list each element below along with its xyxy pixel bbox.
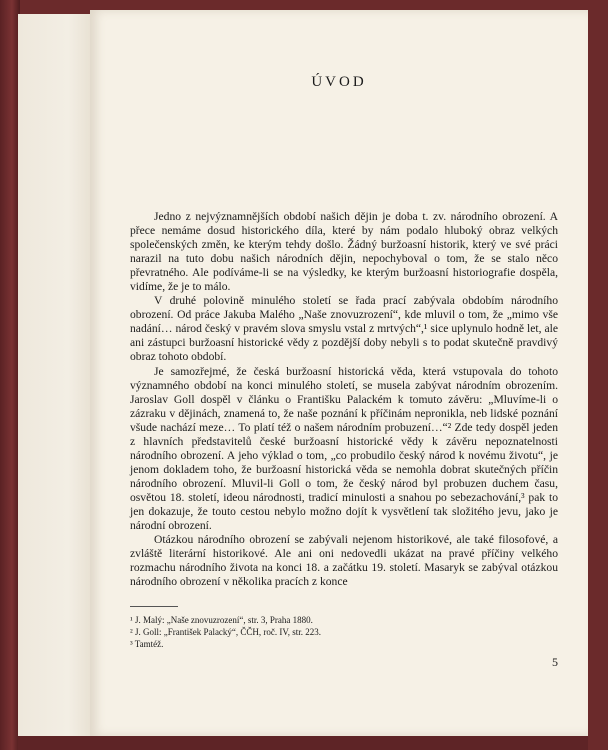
paragraph: Jedno z nejvýznamnějších období našich dějin je doba t. zv. národního obrození. A přece nemáme dosud historického díla, které by nám podalo hluboký obraz velkých společenských změn, ke kterým tehdy došlo. Žádný buržoasní historik, který ve své práci narazil na tuto dobu našich národních dějin, nepochyboval o tom, že se stalo něco převratného. Ale podíváme-li se na výsledky, ke kterým buržoasní historiografie dospěla, vidíme, že je to málo. — [130, 210, 558, 294]
footnotes — [130, 614, 550, 650]
book-page — [90, 10, 588, 736]
facing-page-edge — [18, 14, 91, 736]
page-number: 5 — [552, 655, 558, 669]
book-cover-edge — [0, 0, 20, 750]
footnote: ¹ J. Malý: „Naše znovuzrození“, str. 3, Praha 1880. — [130, 615, 313, 625]
body-text — [130, 210, 558, 589]
paragraph: Otázkou národního obrození se zabývali nejenom historikové, ale také filosofové, a zvláště literární historikové. Ale ani oni nedovedli ukázat na pravé příčiny velkého rozmachu národního života na konci 18. a začátku 19. století. Masaryk se zabýval otázkou národního obrození v několika pracích z konce — [130, 533, 558, 589]
paragraph: V druhé polovině minulého století se řada prací zabývala obdobím národního obrození. Od práce Jakuba Malého „Naše znovuzrození“, kde mluvil o tom, že „mimo vše nadání… národ český v pravém slova smyslu vstal z mrtvých“,¹ sice uplynulo hodně let, ale ani zástupci buržoasní historické vědy z pozdější doby nebyli s to podat skutečně pravdivý obraz tohoto období. — [130, 294, 558, 364]
footnote: ² J. Goll: „František Palacký“, ČČH, roč. IV, str. 223. — [130, 627, 322, 637]
paragraph: Je samozřejmé, že česká buržoasní historická věda, která vstupovala do tohoto významného období na konci minulého století, se musela zabývat národním obrozením. Jaroslav Goll dospěl v článku o Františku Palackém k tomuto závěru: „Mluvíme-li o zázraku v dějinách, znamená to, že naše poznání k příčinám nepronikla, neb lidské poznání všude nachází meze… To platí též o našem národním probuzení…“² Zde tedy dospěl jeden z hlavních představitelů české buržoasní historické vědy k závěru nepoznatelnosti národního obrození. A jeho výklad o tom, „co probudilo český národ k novému životu“, je jenom dokladem toho, že buržoasní historická věda se nemohla dobrat skutečných příčin národního obrození. Mluvil-li Goll o tom, že český národ byl probuzen duchem času, osvětou 18. století, ideou národnosti, tradicí minulosti a snahou po sebezachování,³ pak to jen dokazuje, že touto cestou nebylo možno dojít k vysvětlení tak složitého jevu, jako je národní obrození. — [130, 364, 558, 533]
footnote-divider — [130, 606, 178, 607]
book-bottom-edge — [18, 736, 588, 750]
footnote: ³ Tamtéž. — [130, 639, 164, 649]
chapter-heading: ÚVOD — [311, 74, 367, 90]
